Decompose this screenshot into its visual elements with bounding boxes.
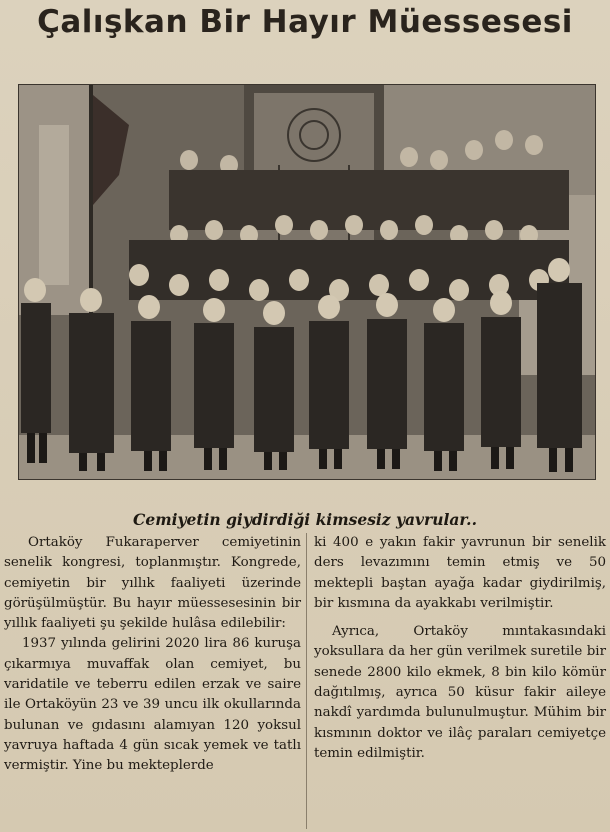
paragraph: 1937 yılında gelirini 2020 lira 86 kuruşa çıkarmıya muvaffak olan cemiyet, bu varidatile ve teberru edilen erzak ve saire ile Ortaköyün 23 ve 39 uncu ilk okullarında bulunan ve gıdasını alamıyan 120 yoksul yavruya haftada 4 gün sıcak yemek ve tatlı vermiştir. Yine bu mekteplerde — [4, 636, 301, 774]
article-column-right — [314, 533, 606, 764]
group-photo — [18, 84, 596, 480]
group-photo-illustration — [19, 85, 595, 479]
paragraph: Ortaköy Fukaraperver cemiyetinin senelik kongresi, toplanmıştır. Kongrede, cemiyetin bir yıllık faaliyeti üzerinde görüşülmüştür. Bu hayır müessesesinin bir yıllık faaliyeti şu şekilde hulâsa edilebilir: — [4, 535, 301, 632]
column-divider — [306, 533, 307, 829]
photo-caption: Cemiyetin giydirdiği kimsesiz yavrular.. — [133, 510, 477, 529]
article-column-left — [4, 533, 301, 777]
paragraph: ki 400 e yakın fakir yavrunun bir senelik ders levazımını temin etmiş ve 50 mektepli baştan ayağa kadar giydirilmiş, bir kısmına da ayakkabı verilmiştir. — [314, 535, 606, 611]
article-headline: Çalışkan Bir Hayır Müessesesi — [37, 4, 573, 40]
paragraph: Ayrıca, Ortaköy mıntakasındaki yoksullara da her gün verilmek suretile bir senede 2800 kilo ekmek, 8 bin kilo kömür dağıtılmış, ayrıca 50 küsur fakir aileye nakdî yardımda bulunulmuştur. Mühim bir kısmının doktor ve ilâç paraları cemiyetçe temin edilmiştir. — [314, 624, 606, 761]
